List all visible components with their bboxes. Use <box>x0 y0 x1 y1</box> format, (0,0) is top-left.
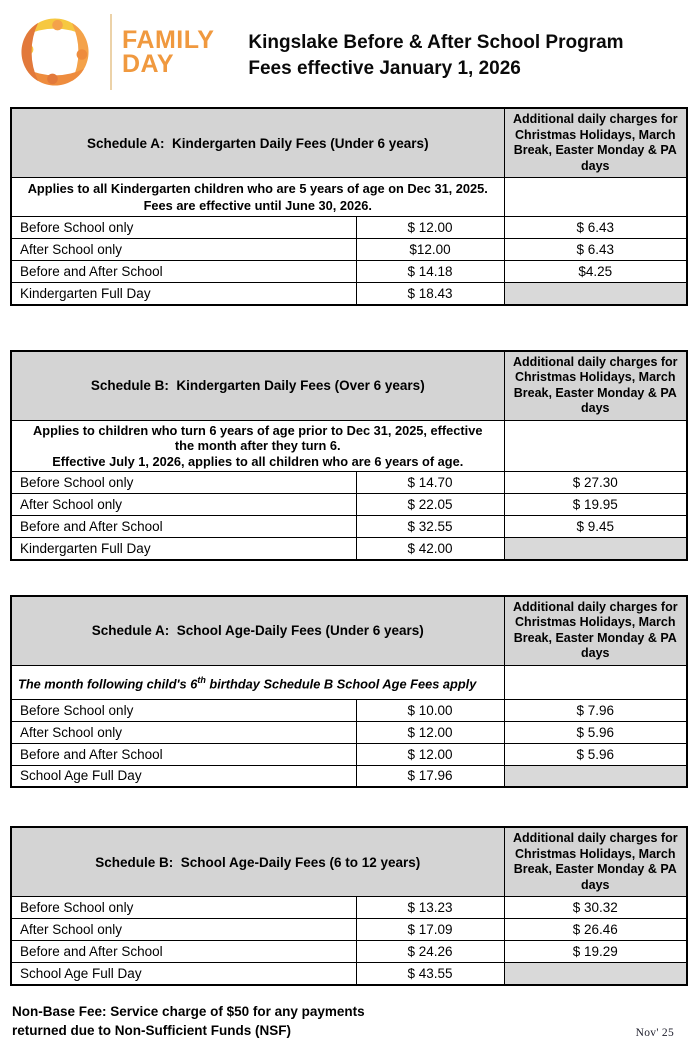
table-row <box>11 919 687 941</box>
disabled-fee-cell <box>504 283 687 305</box>
row-label-cell: Before and After School <box>11 743 356 765</box>
base-fee-cell: $ 14.18 <box>356 261 504 283</box>
row-label-cell: Kindergarten Full Day <box>11 283 356 305</box>
table-row <box>11 472 687 494</box>
row-label-cell: School Age Full Day <box>11 765 356 787</box>
table-row <box>11 721 687 743</box>
table-row <box>11 516 687 538</box>
logo-word-family: FAMILY <box>122 26 215 54</box>
note-line: Applies to children who turn 6 years of age prior to Dec 31, 2025, effective <box>33 422 483 438</box>
note-superscript: th <box>197 674 206 685</box>
additional-fee-cell: $ 27.30 <box>504 472 687 494</box>
note-text: The month following child's 6 <box>18 676 198 692</box>
page-title-line1: Kingslake Before & After School Program <box>248 32 624 53</box>
row-label-cell: Before School only <box>11 217 356 239</box>
base-fee-cell: $ 14.70 <box>356 472 504 494</box>
table-row <box>11 941 687 963</box>
table-row <box>11 239 687 261</box>
table-header-row <box>11 827 687 897</box>
table-row <box>11 897 687 919</box>
note-line: the month after they turn 6. <box>174 438 341 453</box>
base-fee-cell: $ 24.26 <box>356 941 504 963</box>
base-fee-cell: $ 12.00 <box>356 721 504 743</box>
row-label-cell: Kindergarten Full Day <box>11 538 356 560</box>
table-note <box>11 665 504 699</box>
empty-cell <box>504 420 687 472</box>
row-label-cell: Before School only <box>11 699 356 721</box>
additional-fee-cell: $ 19.29 <box>504 941 687 963</box>
revision-date-stamp: Nov' 25 <box>635 1026 674 1039</box>
family-day-logo <box>12 8 214 96</box>
base-fee-cell: $ 43.55 <box>356 963 504 985</box>
table-title: Schedule A: Kindergarten Daily Fees (Under 6 years) <box>11 108 504 178</box>
table-row <box>11 261 687 283</box>
logo-divider <box>110 14 112 90</box>
additional-fee-cell: $4.25 <box>504 261 687 283</box>
table-title: Schedule B: Kindergarten Daily Fees (Over 6 years) <box>11 351 504 421</box>
page-title <box>248 30 623 82</box>
row-label-cell: After School only <box>11 239 356 261</box>
row-label-cell: Before School only <box>11 897 356 919</box>
base-fee-cell: $ 12.00 <box>356 217 504 239</box>
table-row <box>11 538 687 560</box>
table-row <box>11 494 687 516</box>
table-header-row <box>11 108 687 178</box>
logo-word-day: DAY <box>122 50 174 78</box>
row-label-cell: After School only <box>11 721 356 743</box>
additional-charges-header: Additional daily charges for Christmas Holidays, March Break, Easter Monday & PA days <box>504 108 687 178</box>
base-fee-cell: $ 18.43 <box>356 283 504 305</box>
table-title: Schedule A: School Age-Daily Fees (Under 6 years) <box>11 596 504 666</box>
base-fee-cell: $ 32.55 <box>356 516 504 538</box>
base-fee-cell: $ 13.23 <box>356 897 504 919</box>
base-fee-cell: $ 42.00 <box>356 538 504 560</box>
additional-fee-cell: $ 5.96 <box>504 721 687 743</box>
table-note-row <box>11 178 687 217</box>
base-fee-cell: $12.00 <box>356 239 504 261</box>
schedule-a-school-age-table <box>10 595 688 789</box>
note-text: birthday Schedule B School Age Fees apply <box>205 676 477 692</box>
note-line: Effective July 1, 2026, applies to all children who are 6 years of age. <box>52 453 464 469</box>
table-row <box>11 963 687 985</box>
table-header-row <box>11 596 687 666</box>
masthead <box>0 8 700 102</box>
logo-wordmark <box>122 28 214 76</box>
table-row <box>11 743 687 765</box>
row-label-cell: After School only <box>11 494 356 516</box>
schedule-b-school-age-table <box>10 826 688 986</box>
row-label-cell: Before School only <box>11 472 356 494</box>
table-header-row <box>11 351 687 421</box>
additional-fee-cell: $ 7.96 <box>504 699 687 721</box>
nsf-fee-note <box>12 1002 688 1040</box>
base-fee-cell: $ 22.05 <box>356 494 504 516</box>
table-row <box>11 217 687 239</box>
schedule-a-kindergarten-table <box>10 107 688 306</box>
schedule-b-kindergarten-table <box>10 350 688 561</box>
additional-fee-cell: $ 6.43 <box>504 217 687 239</box>
nsf-note-line1: Non-Base Fee: Service charge of $50 for any payments <box>12 1003 365 1019</box>
additional-fee-cell: $ 5.96 <box>504 743 687 765</box>
base-fee-cell: $ 12.00 <box>356 743 504 765</box>
additional-fee-cell: $ 30.32 <box>504 897 687 919</box>
empty-cell <box>504 178 687 217</box>
table-row <box>11 765 687 787</box>
additional-charges-header: Additional daily charges for Christmas Holidays, March Break, Easter Monday & PA days <box>504 827 687 897</box>
footer <box>12 1002 688 1040</box>
note-line: Fees are effective until June 30, 2026. <box>143 198 372 213</box>
additional-charges-header: Additional daily charges for Christmas Holidays, March Break, Easter Monday & PA days <box>504 351 687 421</box>
row-label-cell: Before and After School <box>11 516 356 538</box>
additional-fee-cell: $ 6.43 <box>504 239 687 261</box>
empty-cell <box>504 665 687 699</box>
disabled-fee-cell <box>504 963 687 985</box>
additional-fee-cell: $ 19.95 <box>504 494 687 516</box>
table-note-row <box>11 420 687 472</box>
table-row <box>11 699 687 721</box>
disabled-fee-cell <box>504 765 687 787</box>
base-fee-cell: $ 17.09 <box>356 919 504 941</box>
row-label-cell: After School only <box>11 919 356 941</box>
nsf-note-line2: returned due to Non-Sufficient Funds (NSF) <box>12 1022 291 1038</box>
table-row <box>11 283 687 305</box>
base-fee-cell: $ 10.00 <box>356 699 504 721</box>
additional-fee-cell: $ 9.45 <box>504 516 687 538</box>
disabled-fee-cell <box>504 538 687 560</box>
additional-fee-cell: $ 26.46 <box>504 919 687 941</box>
base-fee-cell: $ 17.96 <box>356 765 504 787</box>
table-note <box>11 420 504 472</box>
row-label-cell: Before and After School <box>11 941 356 963</box>
table-note-row <box>11 665 687 699</box>
page-title-line2: Fees effective January 1, 2026 <box>248 58 521 79</box>
additional-charges-header: Additional daily charges for Christmas Holidays, March Break, Easter Monday & PA days <box>504 596 687 666</box>
note-line: Applies to all Kindergarten children who are 5 years of age on Dec 31, 2025. <box>27 181 488 196</box>
row-label-cell: School Age Full Day <box>11 963 356 985</box>
family-day-pinwheel-icon <box>12 10 98 94</box>
table-note <box>11 178 504 217</box>
row-label-cell: Before and After School <box>11 261 356 283</box>
table-title: Schedule B: School Age-Daily Fees (6 to 12 years) <box>11 827 504 897</box>
